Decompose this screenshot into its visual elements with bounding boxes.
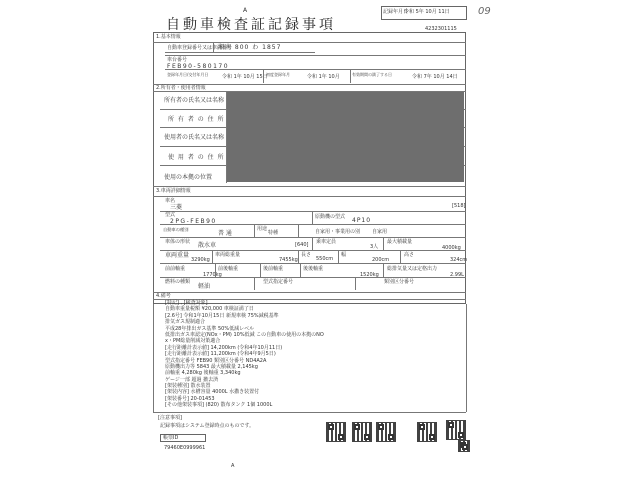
- private-value: 自家用: [372, 229, 388, 235]
- first-year-label: 初度登録年月: [266, 72, 291, 78]
- expiry-value: 令和 7年 10月 14日: [412, 74, 458, 80]
- max-load-value: 4000kg: [442, 245, 461, 251]
- qr-code-6: [458, 440, 470, 452]
- notes-text: 記録事項はシステム登録時点のものです。: [160, 423, 255, 429]
- front-axle-label: 前前軸重: [165, 266, 186, 272]
- remarks-line: [走行距離計表示値] 11,200km (令和4年9月5日): [165, 351, 276, 358]
- remarks-line: 型式指定番号 FEB90 類別区分番号 ND4A2A: [165, 357, 267, 364]
- max-load-label: 最大積載量: [387, 239, 413, 245]
- document-title: 自動車検査証記録事項: [166, 17, 336, 33]
- remarks-line: 前軸重 4,280kg 後軸重 3,340kg: [165, 370, 241, 377]
- fuel-value: 軽油: [198, 283, 211, 290]
- qr-code-1: [326, 422, 346, 442]
- qr-code-5: [446, 420, 466, 440]
- engine-value: 4P10: [352, 217, 372, 224]
- use-value: 特種: [268, 230, 279, 236]
- rear-front-axle-label: 後前軸重: [263, 266, 284, 272]
- length-label: 長さ: [301, 252, 312, 258]
- remarks-line: 原動機出力等 5843 最大積載量 2,145kg: [165, 363, 258, 370]
- first-reg-value: 令和 1年 10月 15日: [222, 74, 268, 80]
- bottom-mark: A: [231, 463, 235, 469]
- model-label: 型式: [165, 212, 176, 218]
- gross-weight-value: 7455kg: [279, 257, 298, 263]
- shape-code: [640]: [295, 242, 309, 248]
- height-label: 高さ: [404, 252, 415, 258]
- chassis-value: FEB90-580170: [167, 63, 230, 70]
- record-date-label: 記録年月日: [383, 9, 409, 15]
- remarks-line: [架装種別] 散水装置: [165, 383, 211, 390]
- remarks-line: x・PM総量削減対策適合: [165, 338, 221, 345]
- expiry-label: 有効期間の満了する日: [352, 72, 393, 78]
- remarks-line: 自動車重量税額 ¥20,000 車検証満了日: [165, 306, 254, 313]
- kind-value: 普 通: [218, 230, 232, 237]
- record-date-value: 令和 5年 10月 11日: [404, 9, 450, 15]
- section4-heading: 4.備考: [156, 293, 171, 299]
- base-location-label: 使用の本拠の位置: [164, 174, 213, 181]
- remarks-block: [165, 301, 465, 410]
- fuel-label: 燃料の種類: [165, 279, 191, 285]
- length-value: 550cm: [316, 256, 334, 262]
- remarks-line: [走行距離計表示値] 14,200km (令和4年10月11日): [165, 344, 283, 351]
- remarks-line: [特記] , [検査対象]: [165, 300, 208, 306]
- engine-label: 原動機の型式: [315, 214, 346, 220]
- width-label: 幅: [341, 252, 347, 258]
- private-label: 自家用・事業用の別: [315, 229, 361, 235]
- width-value: 200cm: [372, 257, 390, 263]
- form-id-value: 79460E0999961: [164, 445, 206, 451]
- section3-heading: 3.車両詳細情報: [156, 188, 191, 194]
- notes-heading: [注意事項]: [158, 415, 182, 421]
- weight-value: 3290kg: [191, 257, 210, 263]
- first-reg-label: 登録年月日/交付年月日: [167, 72, 209, 78]
- shape-label: 車体の形状: [165, 239, 191, 245]
- rear-rear-axle-label: 後後軸重: [303, 266, 324, 272]
- top-mark: A: [243, 7, 248, 14]
- owner-address-label: 所 有 者 の 住 所: [168, 116, 225, 123]
- owner-name-label: 所有者の氏名又は名称: [164, 97, 225, 104]
- maker-code: [518]: [452, 203, 466, 209]
- qr-code-2: [352, 422, 372, 442]
- remarks-line: [その他架装事項] (820) 散布タンク 1個 1000L: [165, 402, 273, 409]
- document-number: 4232301115: [425, 26, 457, 32]
- rear-rear-axle-value: 1520kg: [360, 272, 379, 278]
- class-number-label: 類別区分番号: [384, 279, 415, 285]
- model-value: 2PG-FEB90: [170, 218, 217, 225]
- remarks-line: 平成28年排出ガス基準 50%低減レベル: [165, 325, 255, 332]
- remarks-line: [架装番号] 20-01453: [165, 395, 215, 402]
- remarks-line: [架装内容] 水槽容量 4000L 水撒き装置付: [165, 389, 260, 396]
- displacement-label: 総排気量又は定格出力: [387, 266, 438, 272]
- section2-heading: 2.所有者・使用者情報: [156, 85, 206, 91]
- front-rear-axle-label: 前後軸重: [218, 266, 239, 272]
- maker-label: 車名: [165, 198, 176, 204]
- gross-weight-label: 車両総重量: [215, 252, 241, 258]
- capacity-value: 3人: [370, 244, 379, 250]
- redacted-personal-info: [227, 92, 464, 182]
- chassis-label: 車台番号: [167, 57, 188, 63]
- user-address-label: 使 用 者 の 住 所: [168, 154, 225, 161]
- front-axle-value: 1770kg: [203, 272, 222, 278]
- plate-value: 湘南 800 わ 1857: [218, 44, 282, 51]
- use-label: 用途: [257, 226, 268, 232]
- form-id-label: 帳票ID: [163, 435, 179, 441]
- user-name-label: 使用者の氏名又は名称: [164, 134, 225, 141]
- first-year-value: 令和 1年 10月: [307, 74, 340, 80]
- remarks-line: [2.6号] 令和1年10月15日 新規車検 75%減税基準: [165, 312, 279, 319]
- qr-code-3: [376, 422, 396, 442]
- maker-value: 三菱: [170, 204, 183, 211]
- plate-label: 自動車登録番号又は車両番号: [167, 45, 233, 51]
- section1-heading: 1.基本情報: [156, 34, 181, 40]
- handwritten-mark: 09: [478, 6, 491, 17]
- remarks-line: 低排出ガス車認定(NOx・PM) 10%低減 この自動車の使用の本拠のNO: [165, 331, 324, 338]
- height-value: 324cm: [450, 257, 468, 263]
- remarks-line: ゲージ一部 超過 撤去済: [165, 376, 219, 383]
- qr-code-4: [417, 422, 437, 442]
- capacity-label: 乗車定員: [316, 239, 337, 245]
- shape-value: 散水車: [198, 242, 217, 249]
- type-number-label: 型式指定番号: [263, 279, 294, 285]
- weight-label: 車両重量: [165, 252, 190, 259]
- displacement-value: 2.99L: [450, 272, 464, 278]
- kind-label: 自動車の種別: [163, 227, 189, 233]
- remarks-line: 排気ガス規制適合: [165, 319, 206, 326]
